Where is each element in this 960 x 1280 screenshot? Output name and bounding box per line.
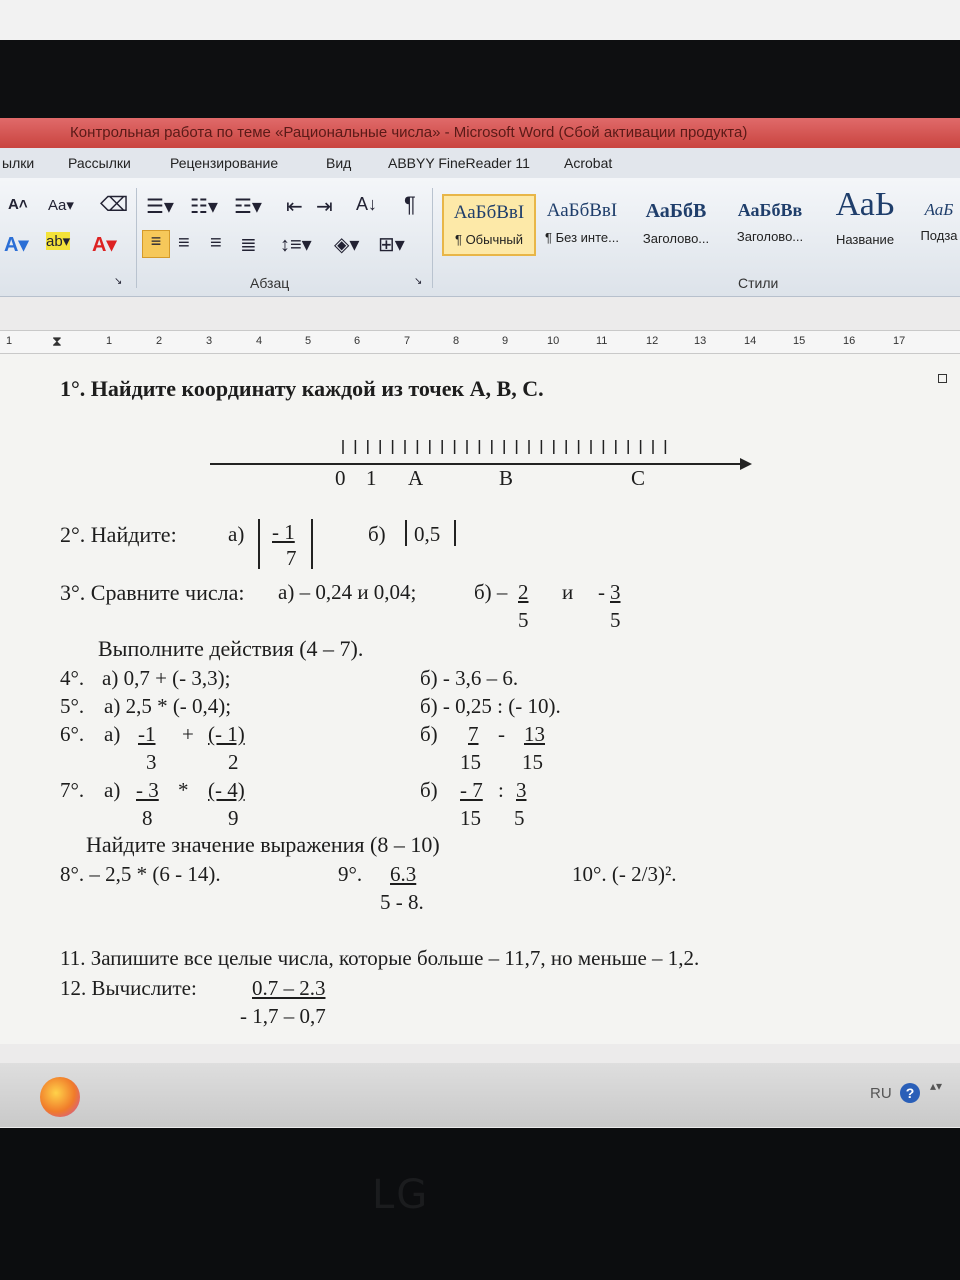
ruler-number: 10: [547, 335, 560, 347]
ruler-number: 8: [453, 335, 460, 347]
q2b-value: 0,5: [414, 522, 441, 546]
style-heading-1[interactable]: [632, 194, 720, 252]
section-actions-title: Выполните действия (4 – 7).: [98, 636, 364, 661]
group-divider: [136, 188, 137, 288]
number-line: [200, 434, 760, 474]
align-center-icon[interactable]: ≡: [178, 232, 190, 254]
style-preview: АаБбВв: [737, 200, 803, 220]
group-divider: [432, 188, 433, 288]
q6a2-numerator: (- 1): [208, 722, 245, 746]
monitor-bezel-top: [0, 40, 960, 120]
ruler-number: 17: [893, 335, 906, 347]
monitor-brand-logo: LG: [372, 1172, 430, 1218]
q6-label: 6°.: [60, 722, 85, 746]
q7b2-denominator: 5: [514, 806, 525, 830]
q6a-prefix: а): [104, 722, 121, 746]
style-label: ¶ Обычный: [454, 232, 524, 247]
q2a-denominator: 7: [286, 546, 297, 570]
q7a1-numerator: - 3: [136, 778, 159, 802]
ruler-number: 1: [6, 335, 13, 347]
multilevel-list-icon[interactable]: ☲▾: [234, 196, 262, 218]
highlight-icon[interactable]: ab▾: [46, 233, 71, 250]
window-title: Контрольная работа по теме «Рациональные числа» - Microsoft Word (Сбой активации продукта): [70, 124, 748, 141]
paragraph-group-label: Абзац: [250, 275, 290, 291]
style-label: Подза: [920, 228, 958, 243]
document-page[interactable]: [0, 354, 960, 1044]
wall-background: [0, 0, 960, 45]
ruler-number: 7: [404, 335, 411, 347]
q3b-numerator: 2: [518, 580, 529, 604]
q6b2-denominator: 15: [522, 750, 543, 774]
align-left-icon[interactable]: ≡: [142, 230, 170, 258]
ruler-number: 5: [305, 335, 312, 347]
style-preview: АаЬ: [835, 186, 895, 223]
q3c-minus: -: [598, 580, 605, 604]
style-preview: АаБбВ: [645, 200, 707, 222]
ruler-number: 1: [106, 335, 113, 347]
firefox-icon[interactable]: [40, 1077, 80, 1117]
q10: 10°. (- 2/3)².: [572, 862, 677, 886]
abs-bar-left: [405, 520, 407, 546]
indent-marker-icon[interactable]: ⧗: [52, 333, 62, 349]
point-c-label: С: [631, 466, 646, 490]
change-case-button[interactable]: Aa▾: [48, 197, 74, 214]
q6a2-denominator: 2: [228, 750, 239, 774]
title-bar: [0, 118, 960, 148]
q5b: б) - 0,25 : (- 10).: [420, 694, 561, 718]
font-dialog-launcher-icon[interactable]: ↘: [114, 276, 123, 287]
q6a-plus: +: [182, 722, 194, 746]
q8: 8°. – 2,5 * (6 - 14).: [60, 862, 221, 886]
question-2-label: 2°. Найдите:: [60, 522, 177, 547]
decrease-indent-icon[interactable]: ⇤: [286, 196, 303, 218]
tab-review[interactable]: Рецензирование: [170, 155, 279, 171]
number-line-zero: 0: [335, 466, 346, 490]
q7b1-numerator: - 7: [460, 778, 483, 802]
numbering-icon[interactable]: ☷▾: [190, 196, 218, 218]
q12-denominator: - 1,7 – 0,7: [240, 1004, 326, 1028]
q4a: а) 0,7 + (- 3,3);: [102, 666, 231, 690]
style-heading-2[interactable]: [726, 194, 814, 252]
q9-label: 9°.: [338, 862, 363, 886]
ruler-number: 6: [354, 335, 361, 347]
style-label: Название: [835, 232, 895, 247]
style-label: Заголово...: [736, 229, 804, 244]
ruler-number: 11: [596, 335, 608, 347]
help-icon[interactable]: ?: [900, 1083, 920, 1103]
justify-icon[interactable]: ≣: [240, 234, 257, 256]
section-expression-title: Найдите значение выражения (8 – 10): [86, 832, 440, 857]
tab-view[interactable]: Вид: [326, 155, 352, 171]
line-spacing-icon[interactable]: ↕≡▾: [280, 234, 312, 256]
q6b1-denominator: 15: [460, 750, 481, 774]
ruler-number: 4: [256, 335, 263, 347]
ruler-number: 3: [206, 335, 213, 347]
language-indicator[interactable]: RU: [870, 1085, 892, 1102]
align-right-icon[interactable]: ≡: [210, 232, 222, 254]
taskbar: [0, 1063, 960, 1127]
style-normal[interactable]: [442, 194, 536, 256]
abs-bar-left: [258, 519, 260, 569]
clear-format-icon[interactable]: ⌫: [100, 194, 129, 216]
style-subtitle[interactable]: [914, 194, 960, 252]
q7a-prefix: а): [104, 778, 121, 802]
q9-denominator: 5 - 8.: [380, 890, 424, 914]
q7a-times: *: [178, 778, 189, 802]
q7-label: 7°.: [60, 778, 85, 802]
q7b2-numerator: 3: [516, 778, 527, 802]
sort-icon[interactable]: A↓: [356, 194, 378, 214]
show-marks-icon[interactable]: ¶: [404, 192, 416, 217]
ruler-number: 9: [502, 335, 509, 347]
q2a-prefix: а): [228, 522, 245, 546]
point-b-label: В: [499, 466, 514, 490]
notification-icon[interactable]: ▴▾: [930, 1079, 943, 1093]
q2a-numerator: - 1: [272, 520, 295, 544]
horizontal-ruler[interactable]: [0, 330, 960, 354]
q3c-numerator: 3: [610, 580, 621, 604]
number-line-one: 1: [366, 466, 377, 490]
style-preview: АаБбВвІ: [453, 202, 525, 223]
tab-links[interactable]: ылки: [2, 155, 35, 171]
ruler-number: 2: [156, 335, 163, 347]
grow-font-icon[interactable]: A˄: [8, 196, 28, 213]
tab-finereader[interactable]: ABBYY FineReader 11: [388, 155, 530, 171]
q7a2-numerator: (- 4): [208, 778, 245, 802]
font-color-icon[interactable]: A▾: [92, 234, 117, 256]
abs-bar-right: [311, 519, 313, 569]
style-preview: АаБ: [924, 200, 954, 219]
q6b1-numerator: 7: [468, 722, 479, 746]
styles-group-label: Стили: [738, 275, 779, 291]
q3b-denominator: 5: [518, 608, 529, 632]
q4-label: 4°.: [60, 666, 85, 690]
q3b-prefix: б) –: [474, 580, 508, 604]
style-preview: АаБбВвІ: [546, 200, 618, 221]
monitor-bezel-bottom: [0, 1128, 960, 1280]
q5-label: 5°.: [60, 694, 85, 718]
shading-icon[interactable]: ◈▾: [334, 234, 360, 256]
q6b2-numerator: 13: [524, 722, 545, 746]
q12-numerator: 0.7 – 2.3: [252, 976, 326, 1000]
ruler-number: 12: [646, 335, 659, 347]
q7a2-denominator: 9: [228, 806, 239, 830]
question-3-label: 3°. Сравните числа:: [60, 580, 245, 605]
q6b-minus: -: [498, 722, 505, 746]
borders-icon[interactable]: ⊞▾: [378, 234, 405, 256]
page-anchor-icon: [938, 374, 947, 383]
change-case-label: Aa: [48, 197, 67, 214]
paragraph-dialog-launcher-icon[interactable]: ↘: [414, 276, 423, 287]
q4b: б) - 3,6 – 6.: [420, 666, 519, 690]
screen: [0, 118, 960, 1128]
style-title[interactable]: [822, 186, 908, 252]
q7a1-denominator: 8: [142, 806, 153, 830]
style-label: ¶ Без инте...: [545, 230, 619, 245]
ruler-number: 13: [694, 335, 707, 347]
style-label: Заголово...: [642, 231, 710, 246]
q3-and: и: [562, 580, 574, 604]
q7b1-denominator: 15: [460, 806, 481, 830]
q3a-text: а) – 0,24 и 0,04;: [278, 580, 417, 604]
q9-numerator: 6.3: [390, 862, 417, 886]
increase-indent-icon[interactable]: ⇥: [316, 196, 333, 218]
tab-mailings[interactable]: Рассылки: [68, 155, 131, 171]
q3c-denominator: 5: [610, 608, 621, 632]
question-1: 1°. Найдите координату каждой из точек А, В, С.: [60, 376, 544, 401]
ruler-number: 16: [843, 335, 856, 347]
style-no-spacing[interactable]: [538, 194, 626, 252]
ruler-number: 14: [744, 335, 757, 347]
q6a1-numerator: -1: [138, 722, 156, 746]
question-11: 11. Запишите все целые числа, которые больше – 11,7, но меньше – 1,2.: [60, 946, 700, 970]
ribbon: [0, 178, 960, 297]
q7b-prefix: б): [420, 778, 438, 802]
ruler-number: 15: [793, 335, 806, 347]
q2b-prefix: б): [368, 522, 386, 546]
q12-label: 12. Вычислите:: [60, 976, 197, 1000]
bullets-icon[interactable]: ☰▾: [146, 196, 174, 218]
abs-bar-right: [454, 520, 456, 546]
q5a: а) 2,5 * (- 0,4);: [104, 694, 232, 718]
q7b-div: :: [498, 778, 504, 802]
point-a-label: А: [408, 466, 424, 490]
q6a1-denominator: 3: [146, 750, 157, 774]
ribbon-tabs: [0, 148, 960, 178]
text-effects-icon[interactable]: A▾: [4, 234, 29, 256]
q6b-prefix: б): [420, 722, 438, 746]
tab-acrobat[interactable]: Acrobat: [564, 155, 613, 171]
